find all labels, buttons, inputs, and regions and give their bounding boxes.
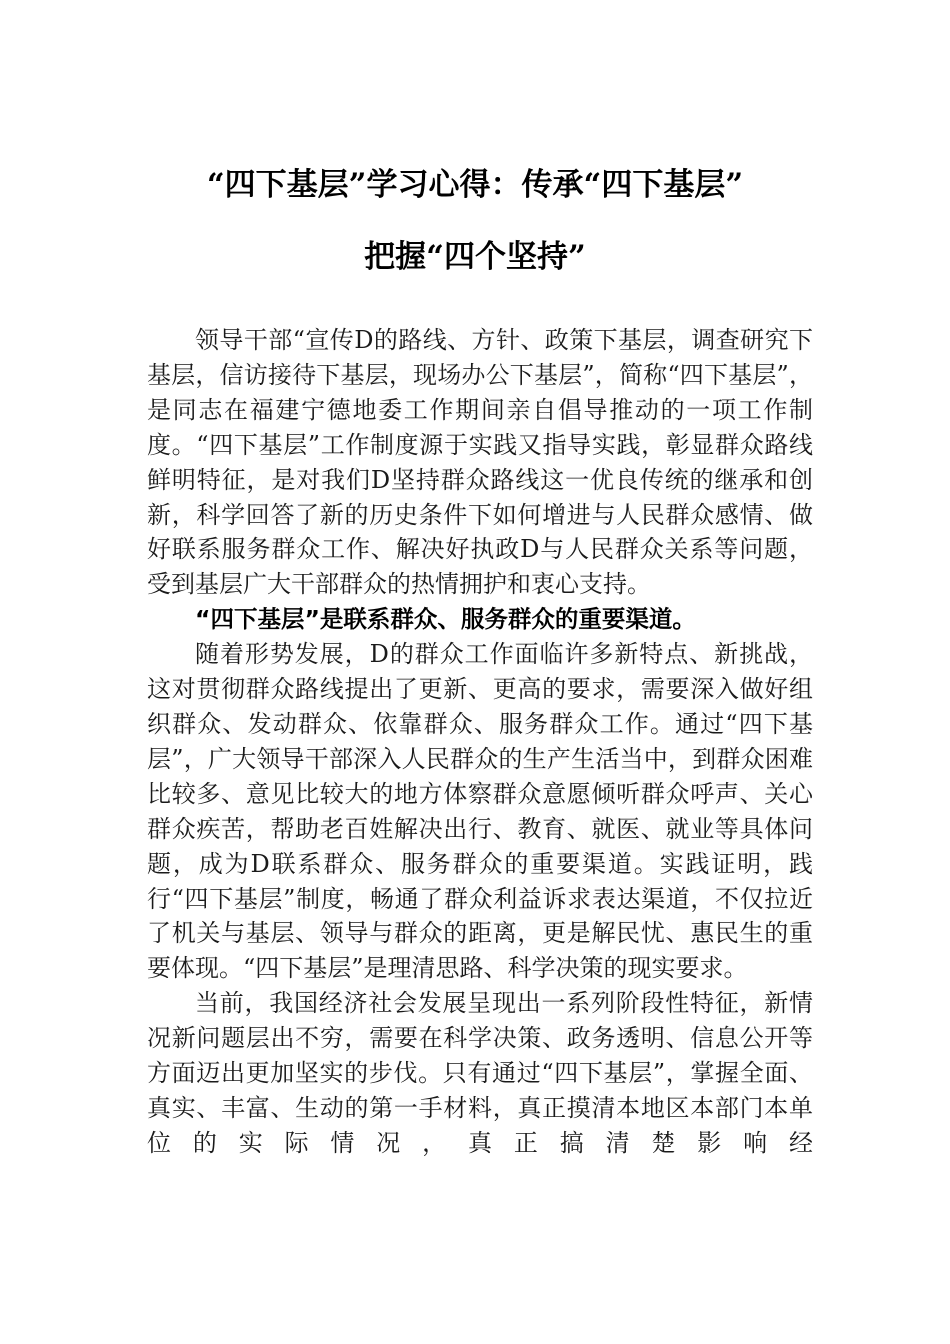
document-title-line-2: 把握“四个坚持”: [364, 239, 586, 275]
paragraph-1: 领导干部“宣传D的路线、方针、政策下基层，调查研究下基层，信访接待下基层，现场办公下基层”，简称“四下基层”，是同志在福建宁德地委工作期间亲自倡导推动的一项工作制度。“四下基层”工作制度源于实践又指导实践，彰显群众路线鲜明特征，是对我们D坚持群众路线这一优良传统的继承和创新，科学回答了新的历史条件下如何增进与人民群众感情、做好联系服务群众工作、解决好执政D与人民群众关系等问题，受到基层广大干部群众的热情拥护和衷心支持。: [147, 326, 813, 599]
paragraph-2: 随着形势发展，D的群众工作面临许多新特点、新挑战，这对贯彻群众路线提出了更新、更高的要求，需要深入做好组织群众、发动群众、依靠群众、服务群众工作。通过“四下基层”，广大领导干部深入人民群众的生产生活当中，到群众困难比较多、意见比较大的地方体察群众意愿倾听群众呼声、关心群众疾苦，帮助老百姓解决出行、教育、就医、就业等具体问题，成为D联系群众、服务群众的重要渠道。实践证明，践行“四下基层”制度，畅通了群众利益诉求表达渠道，不仅拉近了机关与基层、领导与群众的距离，更是解民忧、惠民生的重要体现。“四下基层”是理清思路、科学决策的现实要求。: [147, 640, 813, 983]
paragraph-3: 当前，我国经济社会发展呈现出一系列阶段性特征，新情况新问题层出不穷，需要在科学决策、政务透明、信息公开等方面迈出更加坚实的步伐。只有通过“四下基层”，掌握全面、真实、丰富、生动的第一手材料，真正摸清本地区本部门本单位的实际情况，真正搞清楚影响经: [147, 989, 813, 1157]
document-body: [147, 323, 813, 1161]
section-heading-1: “四下基层”是联系群众、服务群众的重要渠道。: [195, 605, 696, 634]
document-title-line-1: “四下基层”学习心得：传承“四下基层”: [206, 167, 744, 203]
